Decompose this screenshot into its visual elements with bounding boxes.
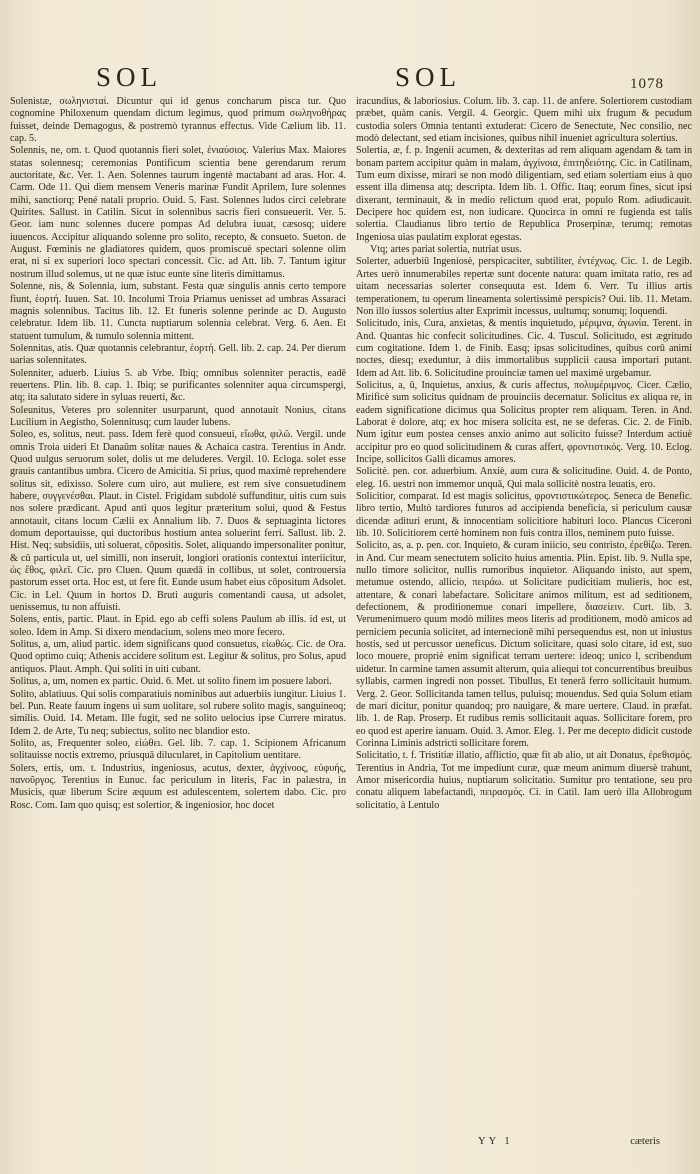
entry: Solicitudo, inis, Cura, anxietas, & mentis inquietudo, μέριμνα, ἀγωνία. Terent. in And. Quantas hic confecit solicitudines. Cic. 4. Tuscul. Solicitudo, est ægritudo cum cogitatione. Idem 1. de Finib. Easq; ipsas solicitudines, quibus corū animi noctes, diesq; exeduntur, à diis immortalibus supplicii causa importari putant. Idem ad Att. lib. 6. Solicitudine prouinciæ tamen uel maximè urgebamur.: [356, 318, 692, 379]
entry: Solerter, aduerbiū Ingeniosè, perspicaciter, subtiliter, ἐντέχνως. Cic. 1. de Legib. Artes uerò innumerabiles repertæ sunt docente natura: quam imitata ratio, res ad uitam necessarias solerter consequuta est. Idem 6. Verr. Tu illius artis temperationem, tu operum lineamenta solertissimè perspicis? Oui. lib. 11. Metam. Non illo iussos solertius alter Exprimit incessus, uultumq; sonumq; loquendi.: [356, 256, 692, 317]
entry: Solenne, nis, & Solennia, ium, substant. Festa quæ singulis annis certo tempore fiunt, ἑορτή. Iuuen. Sat. 10. Incolumi Troia Priamus uenisset ad umbras Assaraci magnis solennibus. Tacitus lib. 12. Et funeris solenne perinde ac D. Augusto celebratur. Idem lib. 11. Cuncta nuptiarum solennia celebrat. Verg. 6. Aen. Et statuent tumulum, & tumulo solennia mittent.: [10, 281, 346, 342]
entry: Solicitatio, t. f. Tristitiæ illatio, afflictio, quæ fit ab alio, ut ait Donatus, ἐρεθισμός. Terentius in Andria, Tot me impediunt curæ, quæ meum animum diuersè trahunt, Amor misericordia huius, nuptiarum solicitatio. Sumitur pro tentatione, seu pro conatu aliquem labefactandi, πειρασμός. Ci. in Catil. Iam uerò illa Allobrogum solicitatio, à Lentulo: [356, 750, 692, 811]
entry: Solers, ertis, om. t. Industrius, ingeniosus, acutus, dexter, ἀγχίνοος, εὐφυής, πανοῦργος. Terentius in Eunuc. fac periculum in literis, Fac in palæstra, in Musicis, quæ liberum Scire æquum est adulescentem, solertem dabo. Cic. pro Rosc. Com. Iam quo quisq; est solertior, & ingeniosior, hoc docet: [10, 762, 346, 811]
left-column: [8, 96, 346, 1136]
page-footer: [0, 1136, 700, 1156]
signature-mark: YY 1: [478, 1136, 513, 1147]
verse-line: Vtq; artes pariat solertia, nutriat usus.: [370, 244, 522, 256]
right-headword: SOL: [395, 62, 462, 92]
entry: Solito, ablatiuus. Qui solis comparatiuis nominibus aut aduerbiis iungitur. Liuius 1. bel. Pun. Reate fauum ingens ui sum uolitare, sol rubere solito magis, sanguineoq; similis. Ouid. 14. Metam. Ille fugit, sed ne solito uelocius ipse Currere miratus. Idem 2. de Arte, Tu neq; subiectus, solito nec blandior esto.: [10, 688, 346, 737]
entry: Soleo, es, solitus, neut. pass. Idem ferè quod consueui, εἴωθα, φιλῶ. Vergil. unde omnis Troia uideri Et Danaûm solitæ naues & Achaica castra. Terentius in Andr. Quod uulgus seruorum solet, dolis ut me deluderes. Vergil. 10. Ecloga. solet esse grauis cantantibus umbra. Cicero de Amicitia. Si prius, quod maximè reprehendere solitus sit, edixisso. Solere cum uiro, aut muliere, est rem sive consuetudinem habere, συγγενέσθαι. Plaut. in Cistel. Frigidam subdolè suffunditur, uitis cum suis nos solere prædicant. Apud anti quos legitur præteritum solui, quod & Festus annotauit, citans locum Cælii ex Annalium lib. 7. Duos & septuaginta lictores domum deportauisse, qui ductoribus hostium antea soluerint ferri. Sallust. lib. 2. Hist. Neq; subsidiis, uti soluerat, cōpositis. Solet, aliquando impersonaliter ponitur, & cū particula ut, uel similli, non inseruit, longiori orationis contextui interiicitur, ὡς ἔθος, φιλεῖ. Cic. pro Cluen. Quum quædā in collibus, ut solet, controuersia pastorum esset orta. Hoc est, ut fere fit. Eunde usum habet eius cōpositum Adsolet. Cic. in Lel. Quum in hortos D. Bruti auguris comentandi causa, ut adsolet, uenissemus, tu non affuisti.: [10, 429, 346, 614]
entry: Solicito, as, a. p. pen. cor. Inquieto, & curam iniicio, seu contristo, ἐρεθίζω. Teren. in And. Cur meam senectutem solicito huius amentia. Plin. Epist. lib. 9. Nulla spe, nullo timore solicitor, nullis rumoribus inquietor. Aliquando inisto, aut spem, metumue ostendo, allicio, πειράω. ut Solicitare pudicitiam mulieris, hoc est, attentare, & conari labefactare. Solicitare animos militum, est ad seditionem, defectionem, & proditionemue conari impellere, διασείειν. Curt. lib. 3. Verumenimuero quum modò milites meos literis ad proditionem, modò amicos ad perniciem pecunia solicitet, ad internecionē mihi persequendus est, non ut iniustus hostis, sed ut percussor ueneficus. Dictum solicitare, quasi solo citare, id est, suo loco mouere, propriè enim significat terram uertere: ideoq; unico l, scribendum uidetur. In carmine tamen assumit alterum, quia aliequi tot concurrentibus breuibus syllabis, carmen ingredi non posset. Tibullus, Et tenerā ferro sollicitauit humum. Verg. 2. Geor. Sollicitanda tamen tellus, puluisq; mouendus. Sed quia Solum etiam de mari dicitur, ponitur quandoq; pro nauigare, & mare uertere. Claud. in præfat. lib. 1. de Rap. Proserp. Et rudibus remis sollicitauit aquas. Sollicitare forem, pro eo quod est aperire ianuam. Ouid. 3. Amor. Eleg. 1. Per me decepto didicit custode Corinna Liminis adstricti sollicitare forem.: [356, 540, 692, 749]
page-number: 1078: [630, 76, 664, 92]
left-headword: SOL: [96, 62, 163, 92]
catchword: cæteris: [630, 1136, 660, 1147]
entry: Solenistæ, σωληνισταί. Dicuntur qui id genus concharum pisca tur. Quo cognomine Philoxenum quendam dictum legimus, quod primum σωληνοθήρας fuisset, deinde Demagogus, & postremò tyrannus effectus. Vide Cælium lib. 11. cap. 5.: [10, 96, 346, 145]
entry: Solito, as, Frequenter soleo, εἰώθει. Gel. lib. 7. cap. 1. Scipionem Africanum solitauisse noctis extremo, priusquā dilucularet, in Capitolium uentitare.: [10, 737, 346, 762]
entry: Solenniter, aduerb. Liuius 5. ab Vrbe. Ibiq; omnibus solenniter peractis, eadē reuertens. Plin. lib. 8. cap. 1. Ibiq; se purificantes solenniter aqua circumspergi, atq; ita salutato sidere in syluas reuerti, &c.: [10, 367, 346, 404]
entry: Solicitè. pen. cor. aduerbium. Anxiè, aum cura & solicitudine. Ouid. 4. de Ponto, eleg. 16. uestri non immemor unquā, Qui mala sollicitè nostra leuatis, ero.: [356, 466, 692, 490]
entry: Solitus, a, um, nomen ex partic. Ouid. 6. Met. ut solito finem im posuere labori.: [10, 676, 332, 688]
entry: Solitus, a, um, aliud partic. idem significans quod consuetus, εἰωθώς. Cic. de Ora. Quod optimo cuiq; Athenis accidere solitum est. Legitur & solitus, pro Solus, apud antiquos. Plaut. Amph. Qui soliti in uiti cubant.: [10, 639, 346, 675]
entry: Solertia, æ, f. p. Ingenii acumen, & dexteritas ad rem aliquam agendam & tam in bonam partem accipitur quàm in malam, ἀγχίνοια, ἐπιτηδειότης. Cic. in Catilinam, Tum eum dixisse, mirari se non modò diligentiam, sed etiam solertiam eius à quo essent illa dimensa atq; descripta. Idem lib. 1. Offic. Itaq; eorum fines, sicut ipsi dixerant, terminauit, & in medio relictum quod erat, populo Rom. adiudicauit. Decipere hoc quidem est, non iudicare. Quocirca in omni re fugienda est talis solertia. Claudianus libro tertio de Republica Proserpinæ, terumq; remotas Ingeniosa uias paulatim explorat egestas.: [356, 145, 692, 243]
entry: Solicitus, a, ū, Inquietus, anxius, & curis affectus, πολυμέριμνος. Cicer. Cælio, Mirificè sum solicitus quidnam de prouinciis decernatur. Solicitus ex aliqua re, in eadem significatione dicimus qua Solicitus propter rem aliquam. Teren. in And. Laborat è dolore, atq; ex hoc misera solicita est, ne se deferas. Cic. 2. de Finib. Num igitur eum postea censes anxio animo aut solicito fuisse? Interdum actiuè accipitur pro eo quod solicitudinem & curas affert, φροντιστικός. Verg. 10. Eclog. Incipe, sollicitos Galli dicamus amores.: [356, 379, 692, 465]
entry: Solens, entis, partic. Plaut. in Epid. ego ab ceffi solens Paulum ab illis. id est, ut soleo. Idem in Amp. Si dixero mendacium, solens meo more fecero.: [10, 614, 346, 638]
text-columns: [8, 96, 696, 1136]
right-column: [356, 96, 696, 1136]
entry: Solennitas, atis. Quæ quotannis celebrantur, ἑορτή. Gell. lib. 2. cap. 24. Per dierum uarias solennitates.: [10, 342, 346, 367]
entry: Solicitior, comparat. Id est magis solicitus, φροντιστικώτερος. Seneca de Benefic. libro tertio, Multò tardiores futuros ad accipienda beneficia, si periculum causæ dicendæ adituri erunt, & innocentiam solicitiore habituri loco. Plancus Ciceroni lib. 10. Solicitiorem certè hominem non fuis contra illos, neminem puto fuisse.: [356, 491, 692, 540]
entry: Soleunitus, Veteres pro solenniter usurparunt, quod annotauit Nonius, citans Lucilium in Aegistho, Solennitusq; cum lauder lubens.: [10, 404, 346, 428]
entry: Solennis, ne, om. t. Quod quotannis fieri solet, ἐνιαύσιος. Valerius Max. Maiores statas solennesq; ceremonias Pontificum scientia bene gerendarum rerum auctoritate, &c. Ver. 1. Aen. Solennes taurum ingentè mactabant ad aras. Hor. 4. Carm. Ode 11. Qui diem mensem Veneris marinæ Fundit Aprilem, Iure solennes mihi, sanctiorq; Pené natali proprio. Ouid. 5. Fast. Solennes ludos circi celebrate Quirites. Sallust. in Catilin. Sicut in solennibus sacris fieri consueuerit. Ver. 5. Geor. iam nunc solennes ducere pompas Ad delubra iuuat, cæsosq; uidere iuuencos. Accipitur aliquando solenne pro solito, recepto, & consueto. Sueton. de August. Fœminis ne gladiatores quidem, quos promiscuè spectari solenne olim erat, ni si ex superiori loco spectari concessit. Cic. ad Att. lib. 7. Tantum igitur nostrum illud solemus, ut ne quæ istuc eunte sine literis dimittamus.: [10, 145, 346, 280]
entry: iracundius, & laboriosius. Colum. lib. 3. cap. 11. de anfere. Solertiorem custodiam præbet, quàm canis. Vergil. 4. Georgic. Quem mihi uix frugum & pecudum custodia solers Omnia tentanti extuderat: Cicero de Senectute, Nec consilio, nec modò delectant, sed etiam incisiones, quibus nihil inueniet agricultura solertius.: [356, 96, 692, 145]
